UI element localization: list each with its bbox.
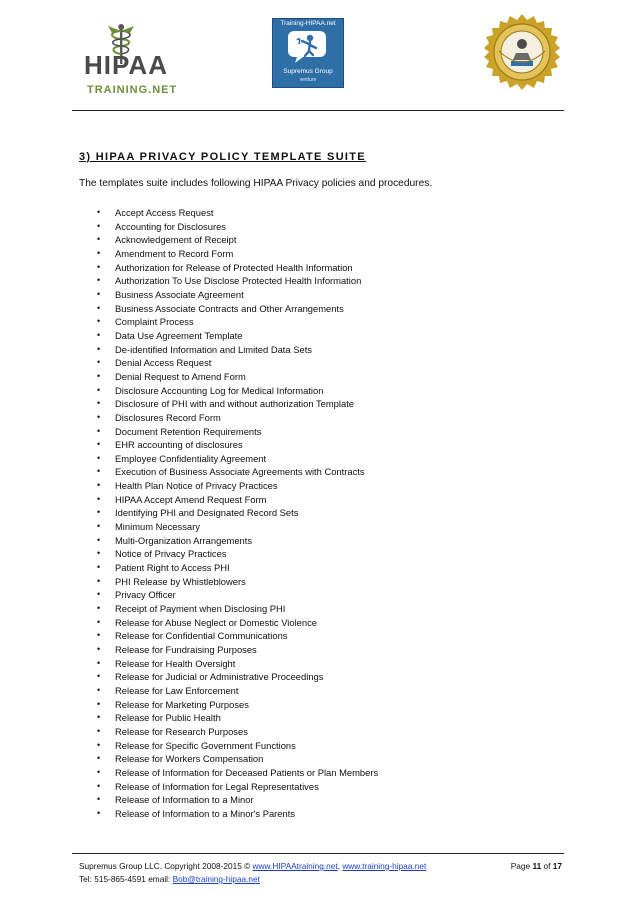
- list-item-label: Release for Specific Government Functions: [115, 739, 296, 751]
- bullet-icon: •: [97, 275, 101, 286]
- list-item-label: Receipt of Payment when Disclosing PHI: [115, 603, 286, 615]
- list-item-label: Health Plan Notice of Privacy Practices: [115, 480, 278, 492]
- list-item: [97, 698, 378, 712]
- list-item-label: Identifying PHI and Designated Record Sets: [115, 507, 299, 519]
- list-item-label: Release for Confidential Communications: [115, 630, 288, 642]
- bullet-icon: •: [97, 261, 101, 272]
- bullet-icon: •: [97, 329, 101, 340]
- list-item: [97, 274, 378, 288]
- bullet-icon: •: [97, 466, 101, 477]
- bullet-icon: •: [97, 603, 101, 614]
- bullet-icon: •: [97, 247, 101, 258]
- list-item-label: Business Associate Agreement: [115, 288, 244, 300]
- bullet-icon: •: [97, 234, 101, 245]
- list-item: [97, 766, 378, 780]
- list-item: [97, 465, 378, 479]
- list-item-label: Release for Marketing Purposes: [115, 698, 249, 710]
- section-title: 3) HIPAA PRIVACY POLICY TEMPLATE SUITE: [79, 151, 366, 163]
- section-intro: The templates suite includes following HIPAA Privacy policies and procedures.: [79, 178, 433, 189]
- bullet-icon: •: [97, 712, 101, 723]
- bullet-icon: •: [97, 753, 101, 764]
- bullet-icon: •: [97, 357, 101, 368]
- list-item-label: Minimum Necessary: [115, 521, 200, 533]
- list-item: [97, 206, 378, 220]
- bullet-icon: •: [97, 480, 101, 491]
- list-item: [97, 315, 378, 329]
- logo-bottom-text: Supremus Group: [283, 68, 333, 75]
- list-item-label: Disclosure Accounting Log for Medical Information: [115, 384, 324, 396]
- list-item-label: Multi-Organization Arrangements: [115, 534, 253, 546]
- logo-top-text: Training-HIPAA.net: [280, 20, 336, 27]
- bullet-icon: •: [97, 384, 101, 395]
- bullet-icon: •: [97, 671, 101, 682]
- list-item-label: Authorization for Release of Protected Health Information: [115, 261, 353, 273]
- bullet-icon: •: [97, 288, 101, 299]
- list-item: [97, 575, 378, 589]
- list-item-label: Denial Request to Amend Form: [115, 370, 246, 382]
- speech-bubble-person-icon: [287, 30, 327, 64]
- list-item: [97, 793, 378, 807]
- list-item-label: Notice of Privacy Practices: [115, 548, 227, 560]
- list-item: [97, 534, 378, 548]
- list-item-label: De-identified Information and Limited Data Sets: [115, 343, 312, 355]
- training-hipaa-logo: [272, 18, 344, 88]
- list-item-label: Business Associate Contracts and Other Arrangements: [115, 302, 344, 314]
- list-item: [97, 329, 378, 343]
- list-item-label: Release for Health Oversight: [115, 657, 236, 669]
- list-item-label: Denial Access Request: [115, 357, 212, 369]
- footer-copyright: [79, 861, 426, 871]
- bullet-icon: •: [97, 684, 101, 695]
- list-item: [97, 629, 378, 643]
- list-item: [97, 370, 378, 384]
- list-item: [97, 506, 378, 520]
- list-item-label: Release for Workers Compensation: [115, 753, 264, 765]
- list-item-label: Authorization To Use Disclose Protected Health Information: [115, 275, 362, 287]
- list-item: [97, 411, 378, 425]
- list-item-label: HIPAA Accept Amend Request Form: [115, 493, 267, 505]
- list-item-label: Release of Information to a Minor's Parents: [115, 807, 296, 819]
- list-item-label: Release for Fundraising Purposes: [115, 644, 257, 655]
- bullet-icon: •: [97, 616, 101, 627]
- bullet-icon: •: [97, 534, 101, 545]
- list-item-label: PHI Release by Whistleblowers: [115, 575, 246, 587]
- list-item: [97, 725, 378, 739]
- page-number: [511, 861, 562, 871]
- list-item-label: Release for Judicial or Administrative Proceedings: [115, 671, 324, 683]
- copyright-text: Supremus Group LLC. Copyright 2008-2015 ©: [79, 861, 253, 871]
- bullet-icon: •: [97, 807, 101, 818]
- list-item: [97, 684, 378, 698]
- bullet-icon: •: [97, 411, 101, 422]
- list-item: [97, 780, 378, 794]
- list-item-label: Disclosure of PHI with and without authorization Template: [115, 398, 355, 410]
- list-item: [97, 233, 378, 247]
- bullet-icon: •: [97, 780, 101, 791]
- bullet-icon: •: [97, 630, 101, 641]
- list-item: [97, 479, 378, 493]
- list-item-label: Complaint Process: [115, 316, 194, 328]
- list-item-label: Privacy Officer: [115, 589, 176, 601]
- link-separator: ,: [337, 861, 343, 871]
- list-item: [97, 397, 378, 411]
- list-item: [97, 752, 378, 766]
- list-item: [97, 561, 378, 575]
- bullet-icon: •: [97, 370, 101, 381]
- bullet-icon: •: [97, 302, 101, 313]
- list-item: [97, 547, 378, 561]
- list-item-label: EHR accounting of disclosures: [115, 439, 243, 451]
- list-item: [97, 343, 378, 357]
- list-item-label: Release for Law Enforcement: [115, 684, 239, 696]
- bullet-icon: •: [97, 794, 101, 805]
- header-divider: [72, 110, 564, 111]
- page-of: of: [541, 861, 553, 871]
- training-hipaa-link[interactable]: www.training-hipaa.net: [342, 861, 427, 871]
- list-item-label: Release for Public Health: [115, 712, 221, 724]
- bullet-icon: •: [97, 425, 101, 436]
- bullet-icon: •: [97, 548, 101, 559]
- list-item: [97, 602, 378, 616]
- certification-seal-icon: [483, 13, 561, 91]
- list-item-label: Release for Research Purposes: [115, 725, 248, 737]
- list-item: [97, 288, 378, 302]
- logo-subtitle: TRAINING.NET: [87, 84, 178, 96]
- bullet-icon: •: [97, 220, 101, 231]
- list-item: [97, 261, 378, 275]
- bullet-icon: •: [97, 589, 101, 600]
- contact-text: Tel: 515-865-4591 email:: [79, 874, 173, 884]
- logo-word: HIPAA: [84, 50, 168, 80]
- list-item-label: Release of Information to a Minor: [115, 794, 254, 806]
- email-link[interactable]: Bob@training-hipaa.net: [172, 874, 260, 884]
- list-item: [97, 356, 378, 370]
- bullet-icon: •: [97, 207, 101, 217]
- bullet-icon: •: [97, 575, 101, 586]
- footer-contact: [79, 874, 260, 884]
- bullet-icon: •: [97, 725, 101, 736]
- bullet-icon: •: [97, 507, 101, 518]
- list-item-label: Data Use Agreement Template: [115, 329, 243, 341]
- bullet-icon: •: [97, 316, 101, 327]
- list-item: [97, 493, 378, 507]
- list-item: [97, 384, 378, 398]
- list-item: [97, 438, 378, 452]
- list-item-label: Release for Abuse Neglect or Domestic Violence: [115, 616, 318, 628]
- list-item-label: Employee Confidentiality Agreement: [115, 452, 267, 464]
- list-item: [97, 520, 378, 534]
- bullet-icon: •: [97, 493, 101, 504]
- list-item: [97, 302, 378, 316]
- page-total: 17: [552, 861, 562, 871]
- bullet-icon: •: [97, 766, 101, 777]
- list-item: [97, 643, 378, 657]
- list-item: [97, 452, 378, 466]
- footer-divider: [72, 853, 564, 854]
- list-item: [97, 616, 378, 630]
- list-item-label: Accept Access Request: [115, 207, 214, 218]
- page-current: 11: [532, 861, 542, 871]
- list-item: [97, 247, 378, 261]
- list-item: [97, 711, 378, 725]
- list-item-label: Amendment to Record Form: [115, 247, 234, 259]
- list-item-label: Accounting for Disclosures: [115, 220, 226, 232]
- list-item: [97, 739, 378, 753]
- list-item: [97, 220, 378, 234]
- bullet-icon: •: [97, 644, 101, 654]
- list-item-label: Execution of Business Associate Agreements with Contracts: [115, 466, 365, 478]
- list-item: [97, 657, 378, 671]
- list-item: [97, 670, 378, 684]
- bullet-icon: •: [97, 521, 101, 532]
- list-item: [97, 588, 378, 602]
- bullet-icon: •: [97, 398, 101, 409]
- list-item-label: Patient Right to Access PHI: [115, 562, 230, 574]
- bullet-icon: •: [97, 439, 101, 450]
- bullet-icon: •: [97, 739, 101, 750]
- bullet-icon: •: [97, 343, 101, 354]
- list-item-label: Release of Information for Deceased Patients or Plan Members: [115, 766, 379, 778]
- list-item: [97, 807, 378, 821]
- bullet-icon: •: [97, 698, 101, 709]
- list-item-label: Disclosures Record Form: [115, 411, 221, 423]
- bullet-icon: •: [97, 562, 101, 573]
- page-prefix: Page: [510, 861, 533, 871]
- logo-bottom-subtext: venture: [299, 77, 317, 83]
- list-item-label: Acknowledgement of Receipt: [115, 234, 237, 246]
- hipaatraining-link[interactable]: www.HIPAAtraining.net: [252, 861, 338, 871]
- list-item-label: Release of Information for Legal Representatives: [115, 780, 319, 792]
- bullet-icon: •: [97, 657, 101, 668]
- policy-list: [97, 206, 378, 821]
- list-item-label: Document Retention Requirements: [115, 425, 262, 437]
- hipaa-training-logo: [84, 22, 178, 98]
- list-item: [97, 425, 378, 439]
- bullet-icon: •: [97, 452, 101, 463]
